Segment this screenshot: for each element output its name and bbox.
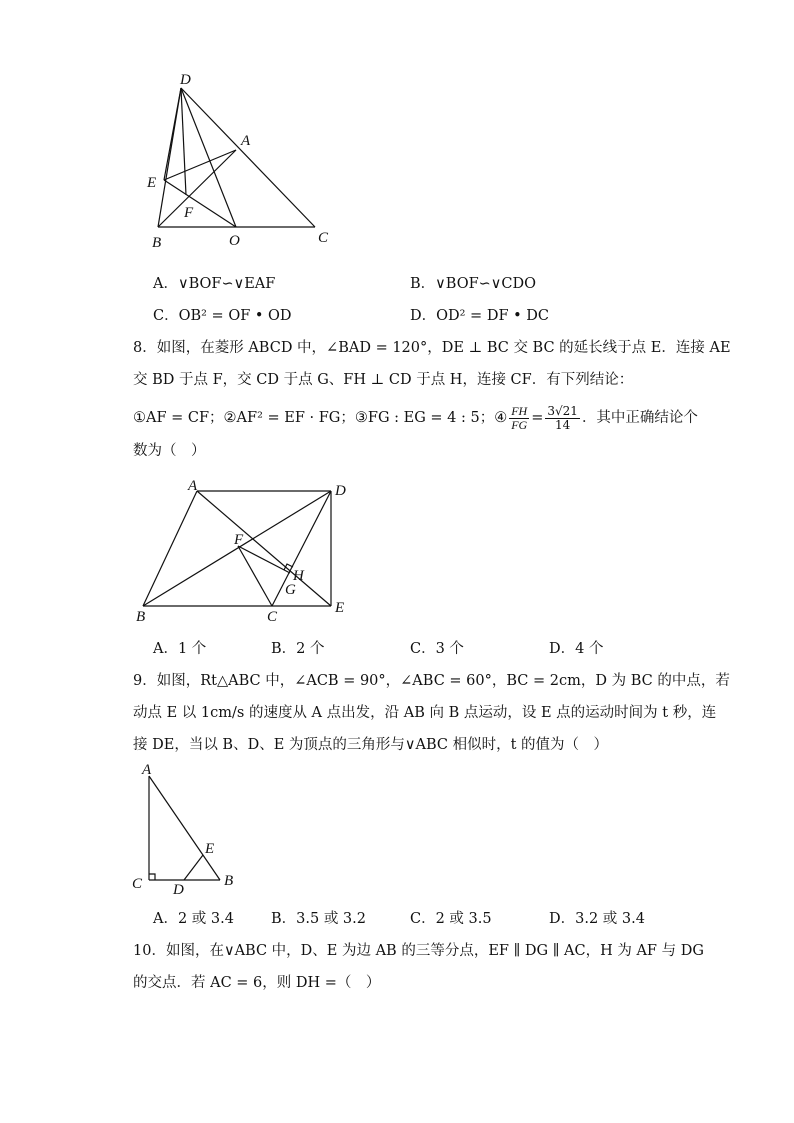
label-F: F	[234, 532, 244, 548]
q8-line-1: 8．如图，在菱形 ABCD 中，∠BAD = 120°，DE ⊥ BC 交 BC 的延长线于点 E．连接 AE	[133, 340, 731, 356]
q7-option-c: C．OB² = OF • OD	[153, 308, 292, 324]
q10-line-2: 的交点．若 AC = 6，则 DH =（ ）	[133, 975, 381, 991]
q8-line-4: 数为（ ）	[133, 443, 206, 459]
q8-option-c: C．3 个	[410, 641, 464, 657]
label-F: F	[184, 205, 194, 221]
q9-line-2: 动点 E 以 1cm/s 的速度从 A 点出发，沿 AB 向 B 点运动，设 E 点的运动时间为 t 秒，连	[133, 705, 717, 721]
label-D: D	[335, 483, 346, 499]
q10-line-1: 10．如图，在∨ABC 中，D、E 为边 AB 的三等分点，EF ∥ DG ∥ AC，H 为 AF 与 DG	[133, 943, 704, 959]
right-angle-mark-C	[149, 874, 155, 880]
seg-DE	[184, 855, 203, 880]
q8-frac-fh-fg: $\frac{FH}{FG}$	[511, 403, 528, 432]
q8-option-a: A．1 个	[153, 641, 207, 657]
label-E: E	[205, 841, 215, 857]
label-A: A	[188, 478, 198, 494]
q8-tail: ．其中正确结论个	[581, 410, 698, 426]
q8-conclusions: ①AF = CF；②AF² = EF · FG；③FG : EG = 4 : 5；④	[133, 410, 508, 426]
label-B: B	[152, 235, 162, 251]
q8-option-d: D．4 个	[549, 641, 604, 657]
label-A: A	[142, 762, 152, 778]
q7-option-d: D．OD² = DF • DC	[410, 308, 549, 324]
q7-option-a: A．∨BOF∽∨EAF	[153, 276, 276, 292]
label-A: A	[241, 133, 251, 149]
label-D: D	[180, 72, 191, 88]
label-C: C	[267, 609, 278, 625]
label-E: E	[335, 600, 345, 616]
q9-option-c: C．2 或 3.5	[410, 911, 492, 927]
label-D: D	[173, 882, 184, 898]
q9-line-3: 接 DE，当以 B、D、E 为顶点的三角形与∨ABC 相似时，t 的值为（ ）	[133, 737, 609, 753]
q9-option-d: D．3.2 或 3.4	[549, 911, 645, 927]
label-E: E	[147, 175, 157, 191]
q9-option-a: A．2 或 3.4	[153, 911, 234, 927]
label-B: B	[136, 609, 146, 625]
label-B: B	[224, 873, 234, 889]
label-G: G	[285, 582, 296, 598]
q8-frac-value: $\frac{3√21}{14}$	[547, 403, 578, 432]
q7-option-b: B．∨BOF∽∨CDO	[410, 276, 537, 292]
q9-line-1: 9．如图，Rt△ABC 中，∠ACB = 90°，∠ABC = 60°，BC = 2cm，D 为 BC 的中点，若	[133, 673, 730, 689]
q8-equals: =	[531, 410, 544, 426]
label-H: H	[293, 568, 304, 584]
q8-line-2: 交 BD 于点 F，交 CD 于点 G、FH ⊥ CD 于点 H，连接 CF．有下列结论：	[133, 372, 634, 388]
q9-option-b: B．3.5 或 3.2	[271, 911, 366, 927]
label-O: O	[229, 233, 240, 249]
label-C: C	[318, 230, 329, 246]
label-C: C	[132, 876, 143, 892]
q8-option-b: B．2 个	[271, 641, 325, 657]
seg-AB	[149, 776, 220, 880]
